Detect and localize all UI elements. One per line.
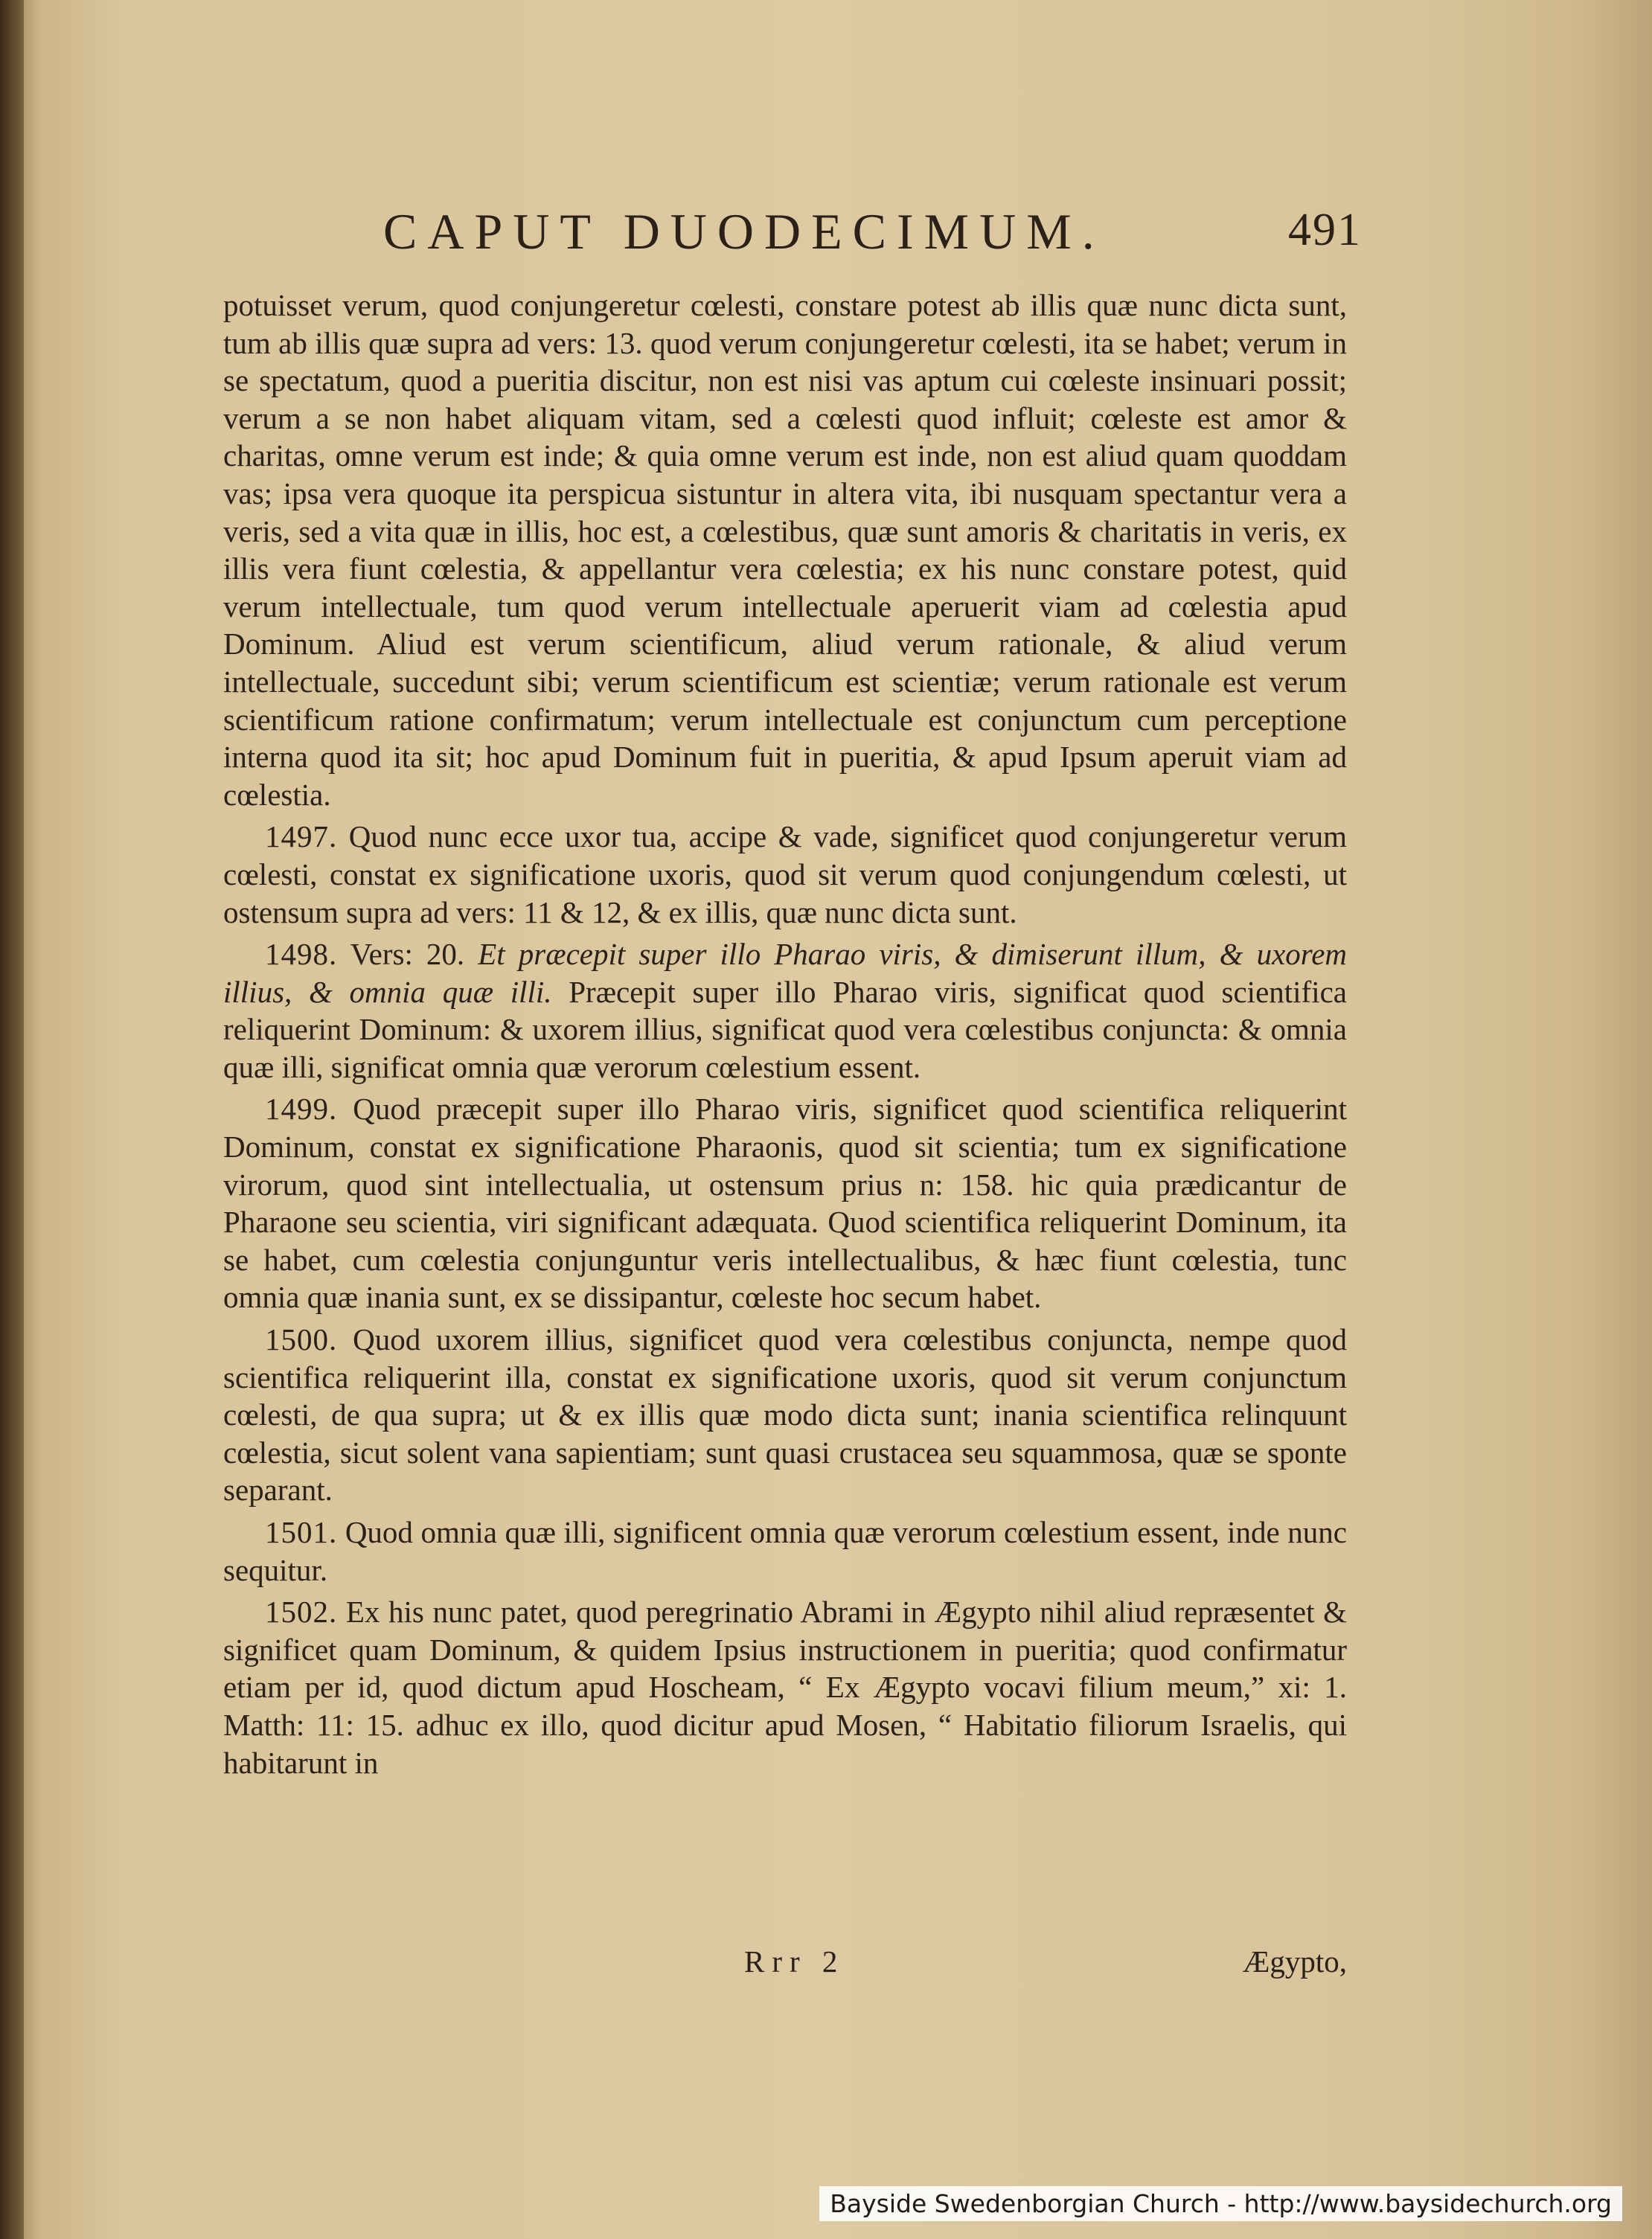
page-number: 491 (1288, 205, 1362, 255)
paragraph-text: Præcepit super illo Pharao viris, significat quod scientifica reliquerint Dominum: & uxorem illius, significat quod vera cœlestibus conjuncta: & omnia quæ illi, significat omnia quæ verorum cœlestium essent. (223, 974, 1347, 1084)
paragraph-1497 (223, 818, 1347, 931)
paragraph-text: Quod nunc ecce uxor tua, accipe & vade, significet quod conjungeretur verum cœlesti, constat ex significatione uxoris, quod sit verum quod conjungendum cœlesti, ut ostensum supra ad vers: 11 & 12, & ex illis, quæ nunc dicta sunt. (223, 819, 1347, 929)
paragraph-continuation (223, 286, 1347, 813)
paragraph-1500 (223, 1321, 1347, 1509)
page-footer (223, 1944, 1347, 1988)
catchword: Ægypto, (1242, 1944, 1347, 1979)
paragraph-number: 1498. (265, 937, 338, 972)
paragraph-text: potuisset verum, quod conjungeretur cœlesti, constare potest ab illis quæ nunc dicta sunt, tum ab illis quæ supra ad vers: 13. quod verum conjungeretur cœlesti, ita se habet; verum in se spectatum, quod a pueritia discitur, non est nisi vas aptum cui cœleste insinuari possit; verum a se non habet aliquam vitam, sed a cœlesti quod influit; cœleste est amor & charitas, omne verum est inde; & quia omne verum est inde, non est aliud quam quoddam vas; ipsa vera quoque ita perspicua sistuntur in altera vita, ibi nusquam spectantur vera a veris, sed a vita quæ in illis, hoc est, a cœlestibus, quæ sunt amoris & charitatis in veris, ex illis vera fiunt cœlestia, & appellantur vera cœlestia; ex his nunc constare potest, quid verum intellectuale, tum quod verum intellectuale aperuerit viam ad cœlestia apud Dominum. Aliud est verum scientificum, aliud verum rationale, & aliud verum intellectuale, succedunt sibi; verum scientificum est scientiæ; verum rationale est verum scientificum ratione confirmatum; verum intellectuale est conjunctum cum perceptione interna quod ita sit; hoc apud Dominum fuit in pueritia, & apud Ipsum aperuit viam ad cœlestia. (223, 288, 1347, 812)
signature-mark: Rrr 2 (744, 1944, 845, 1979)
book-gutter (0, 0, 24, 2239)
paragraph-number: 1499. (265, 1092, 338, 1127)
watermark-caption: Bayside Swedenborgian Church - http://www.baysidechurch.org (819, 2186, 1622, 2221)
verse-reference: Vers: 20. (350, 937, 465, 972)
paragraph-number: 1500. (265, 1322, 338, 1357)
paragraph-number: 1497. (265, 819, 338, 854)
body-text (223, 286, 1347, 1786)
paragraph-text: Quod omnia quæ illi, significent omnia quæ verorum cœlestium essent, inde nunc sequitur. (223, 1515, 1347, 1587)
paragraph-number: 1502. (265, 1595, 338, 1630)
paragraph-1499 (223, 1090, 1347, 1316)
paragraph-text: Quod uxorem illius, significet quod vera cœlestibus conjuncta, nempe quod scientifica reliquerint illa, constat ex significatione uxoris, quod sit verum conjunctum cœlesti, de qua supra; ut & ex illis quæ modo dicta sunt; inania scientifica relinquunt cœlestia, sicut solent vana sapientiam; sunt quasi crustacea seu squammosa, quæ se sponte separant. (223, 1322, 1347, 1508)
paragraph-text: Ex his nunc patet, quod peregrinatio Abrami in Ægypto nihil aliud repræsentet & significet quam Dominum, & quidem Ipsius instructionem in pueritia; quod confirmatur etiam per id, quod dictum apud Hoscheam, “ Ex Ægypto vocavi filium meum,” xi: 1. Matth: 11: 15. adhuc ex illo, quod dicitur apud Mosen, “ Habitatio filiorum Israelis, qui habitarunt in (223, 1595, 1347, 1780)
page-header (223, 202, 1362, 269)
paragraph-number: 1501. (265, 1515, 338, 1549)
paragraph-text: Quod præcepit super illo Pharao viris, significet quod scientifica reliquerint Dominum, constat ex significatione Pharaonis, quod sit scientia; tum ex significatione virorum, quod sint intellectualia, ut ostensum prius n: 158. hic quia prædicantur de Pharaone seu scientia, viri significant adæquata. Quod scientifica reliquerint Dominum, ita se habet, cum cœlestia conjunguntur veris intellectualibus, & hæc fiunt cœlestia, tunc omnia quæ inania sunt, ex se dissipantur, cœleste hoc secum habet. (223, 1092, 1348, 1315)
paragraph-1502 (223, 1593, 1347, 1781)
running-title: CAPUT DUODECIMUM. (383, 203, 1105, 260)
paragraph-1501 (223, 1514, 1347, 1589)
paragraph-1498 (223, 935, 1347, 1086)
verse-quotation: Et præcepit super illo Pharao viris, & dimiserunt illum, & uxorem illius, & omnia quæ illi. (223, 937, 1348, 1009)
